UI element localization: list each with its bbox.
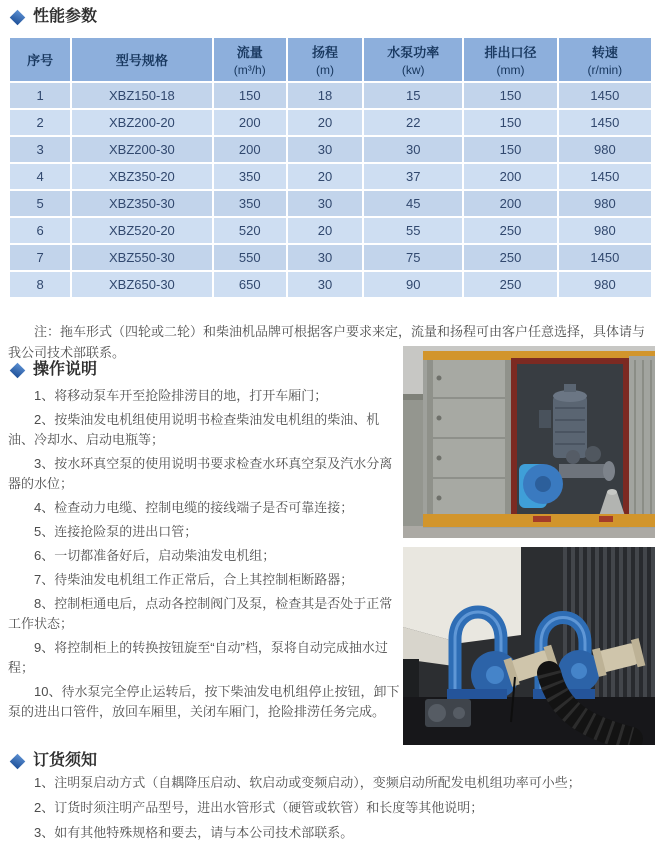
- column-label: 扬程: [311, 45, 338, 60]
- table-note: 注：拖车形式（四轮或二轮）和柴油机品牌可根据客户要求来定，流量和扬程可由客户任意选择，具体请与我公司技术部联系。: [8, 324, 646, 360]
- cell-power: 75: [364, 245, 462, 270]
- ordering-items: [8, 774, 652, 847]
- operation-step: 1、将移动泵车开至抢险排涝目的地，打开车厢门；: [34, 388, 328, 403]
- cell-outlet: 250: [464, 218, 556, 243]
- operation-step: 3、按水环真空泵的使用说明书要求检查水环真空泵及汽水分离器的水位；: [8, 456, 393, 491]
- column-label: 型号规格: [115, 53, 168, 68]
- operation-steps: [8, 386, 404, 726]
- cell-model: XBZ550-30: [72, 245, 211, 270]
- cell-index: 3: [10, 137, 70, 162]
- operation-step: 7、待柴油发电机组工作正常后，合上其控制柜断路器；: [34, 572, 354, 587]
- cell-speed: 1450: [559, 164, 651, 189]
- cell-outlet: 250: [464, 245, 556, 270]
- operation-step: 2、按柴油发电机组使用说明书检查柴油发电机组的柴油、机油、冷却水、启动电瓶等；: [8, 412, 380, 447]
- cell-flow: 520: [214, 218, 286, 243]
- cell-index: 2: [10, 110, 70, 135]
- table-header-cell: [464, 38, 556, 81]
- column-label: 水泵功率: [387, 45, 440, 60]
- column-label: 排出口径: [484, 45, 537, 60]
- cell-index: 5: [10, 191, 70, 216]
- column-unit: (r/min): [587, 63, 623, 77]
- cell-model: XBZ150-18: [72, 83, 211, 108]
- table-row: [10, 218, 651, 243]
- column-label: 流量: [236, 45, 263, 60]
- operation-step: 6、一切都准备好后，启动柴油发电机组；: [34, 548, 276, 563]
- ordering-item: 2、订货时须注明产品型号，进出水管形式（硬管或软管）和长度等其他说明；: [34, 800, 484, 815]
- table-body: [10, 83, 651, 297]
- cell-outlet: 250: [464, 272, 556, 297]
- cell-flow: 200: [214, 110, 286, 135]
- cell-head: 30: [288, 245, 362, 270]
- cell-speed: 980: [559, 218, 651, 243]
- cell-flow: 200: [214, 137, 286, 162]
- cell-head: 20: [288, 218, 362, 243]
- ordering-item: 1、注明泵启动方式（自耦降压启动、软启动或变频启动），变频启动所配发电机组功率可小些；: [34, 775, 581, 790]
- table-header-row: [10, 38, 651, 81]
- cell-model: XBZ650-30: [72, 272, 211, 297]
- table-row: [10, 83, 651, 108]
- container-pump-illustration: [403, 346, 655, 538]
- section-title-operation: [10, 360, 97, 380]
- cell-outlet: 150: [464, 137, 556, 162]
- cell-model: XBZ350-20: [72, 164, 211, 189]
- operation-step: 10、待水泵完全停止运转后，按下柴油发电机组停止按钮，卸下泵的进出口管件，放回车厢里，关闭车厢门，抢险排涝任务完成。: [8, 684, 400, 719]
- cell-index: 1: [10, 83, 70, 108]
- cell-head: 30: [288, 272, 362, 297]
- table-row: [10, 191, 651, 216]
- cell-power: 45: [364, 191, 462, 216]
- table-header-cell: [214, 38, 286, 81]
- cell-model: XBZ350-30: [72, 191, 211, 216]
- section-title-performance: [10, 7, 97, 27]
- diamond-icon: [10, 362, 26, 378]
- cell-model: XBZ520-20: [72, 218, 211, 243]
- cell-speed: 980: [559, 137, 651, 162]
- section-title-label: 操作说明: [33, 361, 98, 378]
- table-header-cell: [72, 38, 211, 81]
- cell-speed: 1450: [559, 110, 651, 135]
- operation-step: 9、将控制柜上的转换按钮旋至“自动”档，泵将自动完成抽水过程；: [8, 640, 388, 675]
- diamond-icon: [10, 9, 26, 25]
- cell-power: 30: [364, 137, 462, 162]
- operation-step: 5、连接抢险泵的进出口管；: [34, 524, 198, 539]
- cell-model: XBZ200-30: [72, 137, 211, 162]
- cell-power: 37: [364, 164, 462, 189]
- cell-speed: 1450: [559, 245, 651, 270]
- cell-head: 20: [288, 164, 362, 189]
- table-row: [10, 272, 651, 297]
- cell-flow: 150: [214, 83, 286, 108]
- cell-index: 6: [10, 218, 70, 243]
- cell-flow: 350: [214, 191, 286, 216]
- cell-head: 30: [288, 137, 362, 162]
- column-unit: (mm): [496, 63, 525, 77]
- section-title-label: 订货须知: [33, 752, 98, 769]
- cell-outlet: 150: [464, 110, 556, 135]
- table-row: [10, 245, 651, 270]
- table-header-cell: [364, 38, 462, 81]
- cell-head: 20: [288, 110, 362, 135]
- table-row: [10, 164, 651, 189]
- cell-head: 18: [288, 83, 362, 108]
- cell-power: 90: [364, 272, 462, 297]
- cell-head: 30: [288, 191, 362, 216]
- photo-pump-units-closeup: [403, 547, 655, 745]
- cell-speed: 980: [559, 272, 651, 297]
- table-header-cell: [10, 38, 70, 81]
- column-label: 序号: [27, 53, 54, 68]
- cell-model: XBZ200-20: [72, 110, 211, 135]
- table-header-cell: [559, 38, 651, 81]
- cell-speed: 980: [559, 191, 651, 216]
- cell-flow: 550: [214, 245, 286, 270]
- cell-index: 7: [10, 245, 70, 270]
- table-row: [10, 110, 651, 135]
- table-row: [10, 137, 651, 162]
- cell-outlet: 200: [464, 164, 556, 189]
- performance-table: [8, 36, 653, 299]
- operation-step: 4、检查动力电缆、控制电缆的接线端子是否可靠连接；: [34, 500, 354, 515]
- cell-power: 55: [364, 218, 462, 243]
- diamond-icon: [10, 753, 26, 769]
- cell-power: 22: [364, 110, 462, 135]
- column-unit: (kw): [401, 63, 425, 77]
- table-header-cell: [288, 38, 362, 81]
- column-unit: (m³/h): [233, 63, 266, 77]
- cell-index: 8: [10, 272, 70, 297]
- ordering-item: 3、如有其他特殊规格和要去，请与本公司技术部联系。: [34, 825, 354, 840]
- section-title-ordering: [10, 751, 97, 771]
- cell-outlet: 200: [464, 191, 556, 216]
- photo-pump-in-container: [403, 346, 655, 538]
- column-label: 转速: [591, 45, 618, 60]
- cell-index: 4: [10, 164, 70, 189]
- operation-step: 8、控制柜通电后，点动各控制阀门及泵，检查其是否处于正常工作状态；: [8, 596, 393, 631]
- cell-flow: 650: [214, 272, 286, 297]
- cell-flow: 350: [214, 164, 286, 189]
- cell-power: 15: [364, 83, 462, 108]
- cell-speed: 1450: [559, 83, 651, 108]
- section-title-label: 性能参数: [33, 8, 98, 25]
- column-unit: (m): [315, 63, 334, 77]
- pump-hose-illustration: [403, 547, 655, 745]
- cell-outlet: 150: [464, 83, 556, 108]
